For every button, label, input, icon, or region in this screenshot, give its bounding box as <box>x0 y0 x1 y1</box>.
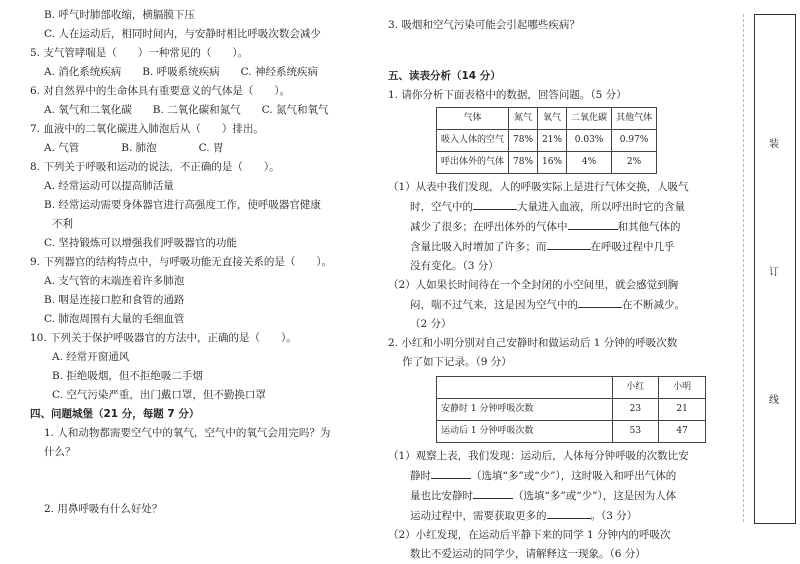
q4-2-stem: 2. 用鼻呼吸有什么好处？ <box>44 503 163 515</box>
table-cell: 21% <box>538 130 567 152</box>
table-cell: 21 <box>659 399 706 421</box>
q5-1-part1-line3 <box>388 217 733 237</box>
binding-char: 订 <box>769 267 779 278</box>
text-fragment: 大量进入血液，所以呼出时它的含量 <box>517 201 685 213</box>
q5-1-part1-line1: （1）从表中我们发现，人的呼吸实际上是进行气体交换，人吸气 <box>388 181 689 193</box>
q5-1-part1-line4 <box>388 237 733 257</box>
table-header <box>437 377 613 399</box>
text-fragment: （选填“多”或“少”），这是因为人体 <box>513 490 677 502</box>
text-fragment: 和其他气体的 <box>617 221 681 233</box>
binding-char: 线 <box>769 395 779 406</box>
table-row <box>437 130 657 152</box>
q6-stem: 6. 对自然界中的生命体具有重要意义的气体是（ ）。 <box>30 85 291 97</box>
q5-1-part2-line2 <box>388 295 733 315</box>
q10-option-b: B. 拒绝吸烟，但不拒绝吸二手烟 <box>52 370 203 382</box>
q5-2-stem-cont: 作了如下记录。（9 分） <box>402 356 512 368</box>
q7-stem: 7. 血液中的二氧化碳进入肺泡后从（ ）排出。 <box>30 123 264 135</box>
q4-1-stem: 1. 人和动物都需要空气中的氧气，空气中的氧气会用完吗？为 <box>44 427 331 439</box>
q8-option-b: B. 经常运动需要身体器官进行高强度工作，使呼吸器官健康 <box>44 199 321 211</box>
q7-options: A. 气管 B. 肺泡 C. 胃 <box>44 142 224 154</box>
q5-1-stem: 1. 请你分析下面表格中的数据，回答问题。（5 分） <box>388 89 627 101</box>
table-row <box>437 421 706 443</box>
text-fragment: 在呼吸过程中几乎 <box>590 241 675 253</box>
table-cell: 78% <box>509 152 538 174</box>
section-4-heading: 四、问题城堡（21 分，每题 7 分） <box>30 408 200 420</box>
q9-option-b: B. 咽是连接口腔和食管的通路 <box>44 294 185 306</box>
gas-composition-table <box>436 107 657 174</box>
q8-stem: 8. 下列关于呼吸和运动的说法，不正确的是（ ）。 <box>30 161 280 173</box>
q5-stem: 5. 支气管哮喘是（ ）一种常见的（ ）。 <box>30 47 249 59</box>
binding-margin <box>754 14 796 524</box>
text-fragment: 时，空气中的 <box>410 201 473 213</box>
binding-char: 装 <box>769 139 779 150</box>
q4-option-b: B. 呼气时肺部收缩，横膈膜下压 <box>44 9 195 21</box>
q5-1-part1-line5: 没有变化。（3 分） <box>410 260 499 272</box>
table-cell: 16% <box>538 152 567 174</box>
table-row <box>437 399 706 421</box>
text-fragment: 静时 <box>410 470 431 482</box>
q8-option-a: A. 经常运动可以提高肺活量 <box>44 180 174 192</box>
table-cell: 吸入人体的空气 <box>437 130 509 152</box>
text-fragment: 运动过程中，需要获取更多的 <box>410 510 547 522</box>
table-cell: 47 <box>659 421 706 443</box>
table-cell: 53 <box>612 421 659 443</box>
answer-blank[interactable] <box>568 217 618 230</box>
fold-line <box>743 14 744 522</box>
q4-3-answer-space[interactable] <box>388 35 733 67</box>
answer-blank[interactable] <box>578 295 622 308</box>
q9-option-a: A. 支气管的末端连着许多肺泡 <box>44 275 185 287</box>
q5-options: A. 消化系统疾病 B. 呼吸系统疾病 C. 神经系统疾病 <box>44 66 318 78</box>
table-cell: 0.97% <box>612 130 657 152</box>
answer-blank[interactable] <box>473 486 513 499</box>
answer-blank[interactable] <box>547 237 591 250</box>
table-header: 气体 <box>437 108 509 130</box>
answer-blank[interactable] <box>547 506 591 519</box>
q4-1-stem-cont: 什么？ <box>44 446 76 458</box>
q4-1-answer-space[interactable] <box>30 462 375 500</box>
q5-1-part2-line3: （2 分） <box>410 318 452 330</box>
table-cell: 运动后 1 分钟呼吸次数 <box>437 421 613 443</box>
q5-2-part1-line1: （1）观察上表，我们发现：运动后，人体每分钟呼吸的次数比安 <box>388 450 689 462</box>
table-row <box>437 152 657 174</box>
text-fragment: 量也比安静时 <box>410 490 473 502</box>
text-fragment: 闷，喘不过气来，这是因为空气中的 <box>410 299 578 311</box>
table-cell: 4% <box>567 152 612 174</box>
right-column <box>388 0 733 564</box>
q10-option-a: A. 经常开窗通风 <box>52 351 130 363</box>
q9-option-c: C. 肺泡周围有大量的毛细血管 <box>44 313 185 325</box>
q5-2-part2-line2: 数比不爱运动的同学少，请解释这一现象。（6 分） <box>410 548 646 560</box>
text-fragment: 在不断减少。 <box>622 299 685 311</box>
breathing-count-table <box>436 376 706 443</box>
table-header: 氮气 <box>509 108 538 130</box>
q8-option-b-cont: 不利 <box>52 218 73 230</box>
q5-2-part1-line3 <box>388 486 733 506</box>
text-fragment: 含量比吸入时增加了许多；而 <box>410 241 547 253</box>
table-cell: 安静时 1 分钟呼吸次数 <box>437 399 613 421</box>
text-fragment: 。（3 分） <box>590 510 638 522</box>
q9-stem: 9. 下列器官的结构特点中，与呼吸功能无直接关系的是（ ）。 <box>30 256 333 268</box>
table-header: 氧气 <box>538 108 567 130</box>
table-cell: 0.03% <box>567 130 612 152</box>
q5-1-part2-line1: （2）人如果长时间待在一个全封闭的小空间里，就会感觉到胸 <box>388 279 679 291</box>
table-header: 小明 <box>659 377 706 399</box>
q5-2-part2-line1: （2）小红发现，在运动后平静下来的同学 1 分钟内的呼吸次 <box>388 529 671 541</box>
table-header: 小红 <box>612 377 659 399</box>
q5-2-stem: 2. 小红和小明分别对自己安静时和做运动后 1 分钟的呼吸次数 <box>388 337 678 349</box>
q5-1-part1-line2 <box>388 197 733 217</box>
q5-2-part1-line4 <box>388 506 733 526</box>
answer-blank[interactable] <box>431 466 471 479</box>
q4-option-c: C. 人在运动后，相同时间内，与安静时相比呼吸次数会减少 <box>44 28 321 40</box>
table-cell: 呼出体外的气体 <box>437 152 509 174</box>
table-cell: 23 <box>612 399 659 421</box>
q10-stem: 10. 下列关于保护呼吸器官的方法中，正确的是（ ）。 <box>30 332 297 344</box>
q4-3-stem: 3. 吸烟和空气污染可能会引起哪些疾病？ <box>388 19 580 31</box>
q8-option-c: C. 坚持锻炼可以增强我们呼吸器官的功能 <box>44 237 237 249</box>
text-fragment: 减少了很多；在呼出体外的气体中 <box>410 221 568 233</box>
table-cell: 2% <box>612 152 657 174</box>
q10-option-c: C. 空气污染严重，出门戴口罩，但不勤换口罩 <box>52 389 266 401</box>
q5-2-part1-line2 <box>388 466 733 486</box>
table-header: 二氧化碳 <box>567 108 612 130</box>
answer-blank[interactable] <box>473 197 517 210</box>
table-cell: 78% <box>509 130 538 152</box>
q6-options: A. 氧气和二氧化碳 B. 二氧化碳和氮气 C. 氮气和氧气 <box>44 104 329 116</box>
text-fragment: （选填“多”或“少”），这时吸入和呼出气体的 <box>471 470 677 482</box>
section-5-heading: 五、读表分析（14 分） <box>388 70 501 82</box>
table-header: 其他气体 <box>612 108 657 130</box>
left-column <box>30 0 375 519</box>
